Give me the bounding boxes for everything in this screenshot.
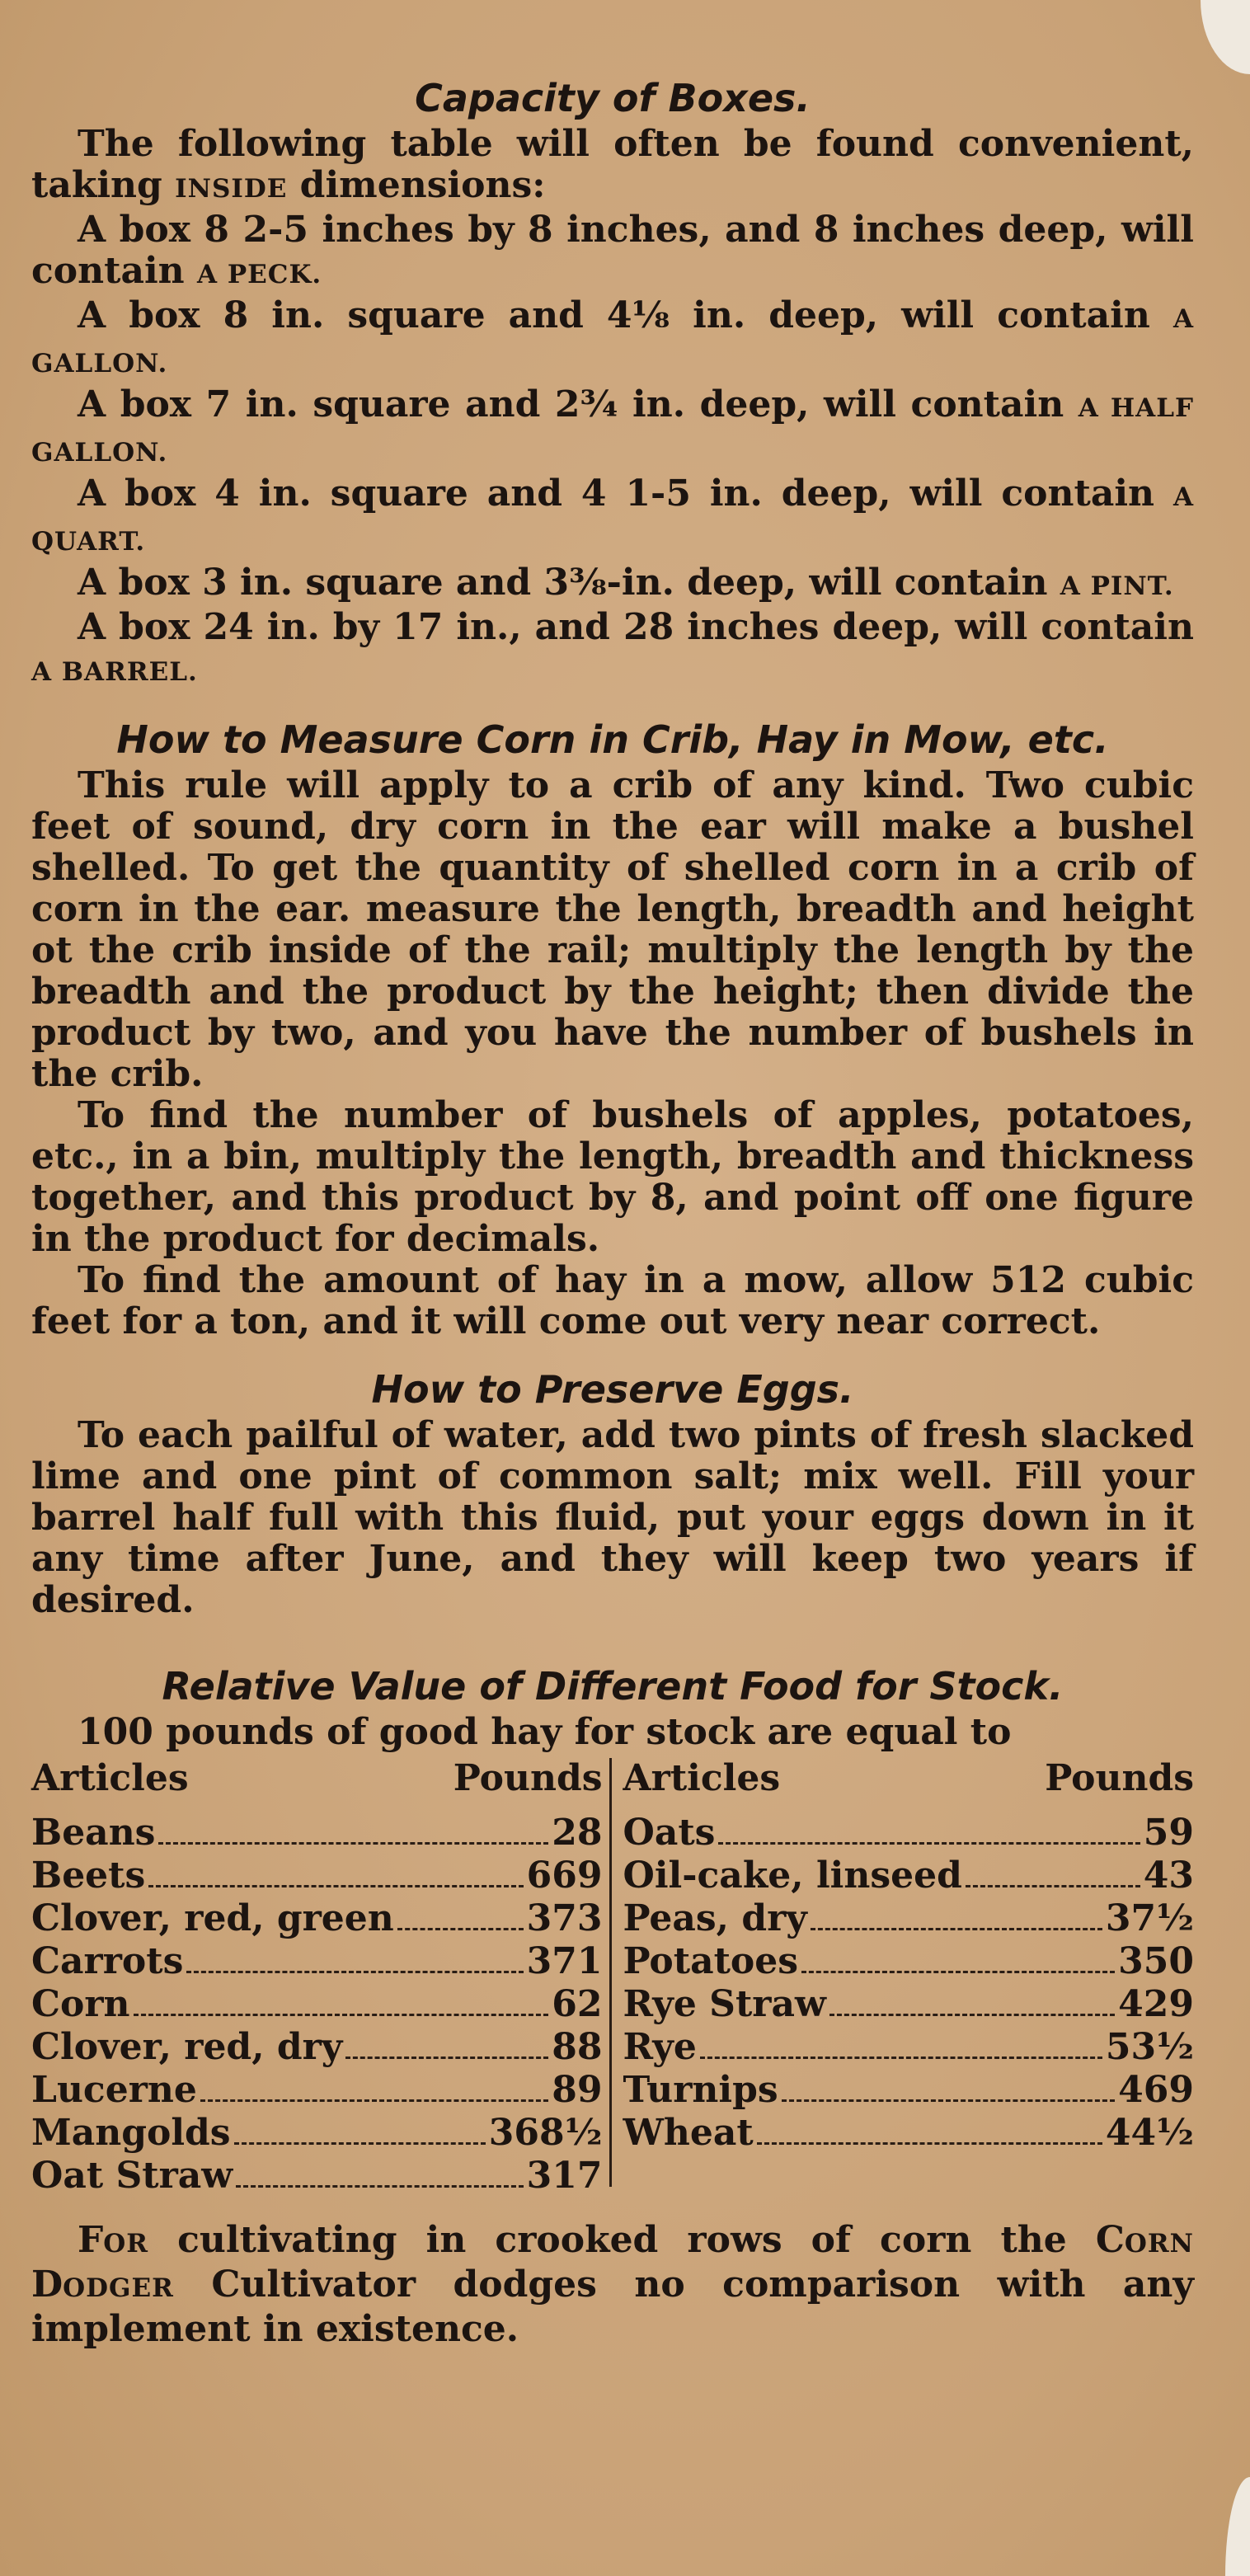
table-row: [623, 1801, 1195, 1854]
page-corner: [1201, 0, 1250, 74]
article-name: Clover, red, green: [31, 1897, 394, 1939]
header-articles: Articles: [623, 1757, 781, 1799]
leader-dots: [811, 1887, 1102, 1930]
article-name: Turnips: [623, 2069, 778, 2111]
article-name: Oil-cake, linseed: [623, 1854, 962, 1897]
pounds-value: 429: [1118, 1983, 1194, 2025]
article-name: Rye Straw: [623, 1983, 826, 2025]
pounds-value: 62: [552, 1983, 603, 2025]
header-articles: Articles: [31, 1757, 189, 1799]
pounds-value: 317: [526, 2155, 603, 2197]
measure-corn-paragraphs: [31, 765, 1194, 1342]
leader-dots: [801, 1930, 1115, 1973]
article-name: Peas, dry: [623, 1897, 807, 1939]
heading-food-for-stock: Relative Value of Different Food for Stock.: [162, 1664, 1064, 1709]
page-content: [31, 74, 1194, 2350]
leader-dots: [186, 1930, 523, 1973]
heading-capacity-of-boxes: Capacity of Boxes.: [415, 76, 811, 120]
table-header-left: [31, 1758, 603, 1801]
pounds-value: 53½: [1105, 2026, 1194, 2068]
leader-dots: [236, 2144, 523, 2188]
article-name: Mangolds: [31, 2112, 231, 2154]
intro-text: The following table will often be found convenient, taking: [31, 123, 1194, 206]
leader-dots: [345, 2015, 548, 2059]
measure-paragraph: This rule will apply to a crib of any kind. Two cubic feet of sound, dry corn in the ear will make a bushel shelled. To get the quantity of shelled corn in a crib of corn in the ear. measure the length, breadth and height ot the crib inside of the rail; multiply the length by the breadth and the product by the height; then divide the product by two, and you have the number of bushels in the crib.: [31, 764, 1194, 1095]
leader-dots: [134, 1972, 549, 2016]
capacity-intro: [31, 124, 1194, 209]
table-column-left: [31, 1757, 612, 2197]
table-row: [623, 2058, 1195, 2111]
article-name: Lucerne: [31, 2069, 197, 2111]
box-capacity-item: A box 7 in. square and 2¾ in. deep, will contain A HALF GALLON.: [31, 383, 1194, 468]
measure-paragraph: To find the number of bushels of apples, potatoes, etc., in a bin, multiply the length, breadth and thickness together, and this product by 8, and point off one figure in the product for decimals.: [31, 1094, 1194, 1260]
article-name: Rye: [623, 2026, 697, 2068]
article-name: Beans: [31, 1812, 156, 1854]
pounds-value: 368½: [488, 2112, 603, 2154]
box-capacity-item: A box 3 in. square and 3⅜-in. deep, will contain A PINT.: [78, 562, 1174, 604]
article-name: Beets: [31, 1854, 146, 1897]
header-pounds: Pounds: [1045, 1757, 1194, 1799]
intro-text-end: dimensions:: [287, 164, 546, 206]
pounds-value: 89: [552, 2069, 603, 2111]
pounds-value: 371: [526, 1940, 603, 1982]
box-capacity-item: A box 8 2-5 inches by 8 inches, and 8 inches deep, will contain A PECK.: [31, 209, 1194, 292]
capacity-unit: A GALLON.: [31, 304, 1194, 378]
preserve-eggs-paragraph: To each pailful of water, add two pints of fresh slacked lime and one pint of common salt; mix well. Fill your barrel half full with this fluid, put your eggs down in it any time after June, and they will keep two years if desired.: [31, 1414, 1194, 1621]
food-value-table: [31, 1757, 1194, 2197]
box-capacity-item: A box 4 in. square and 4 1-5 in. deep, will contain A QUART.: [31, 472, 1194, 557]
capacity-unit: A BARREL.: [31, 657, 198, 687]
pounds-value: 44½: [1105, 2112, 1194, 2154]
table-header-right: [623, 1758, 1195, 1801]
heading-measure-corn: How to Measure Corn in Crib, Hay in Mow, etc.: [116, 717, 1109, 762]
pounds-value: 88: [552, 2026, 603, 2068]
leader-dots: [158, 1801, 548, 1845]
article-name: Corn: [31, 1983, 130, 2025]
article-name: Wheat: [623, 2112, 754, 2154]
article-name: Carrots: [31, 1940, 184, 1982]
table-rows-left: [31, 1801, 603, 2197]
article-name: Oats: [623, 1812, 716, 1854]
measure-paragraph: To find the amount of hay in a mow, allow 512 cubic feet for a ton, and it will come out very near correct.: [31, 1259, 1194, 1342]
capacity-unit: A PINT.: [1060, 571, 1174, 601]
pounds-value: 43: [1143, 1854, 1194, 1897]
article-name: Potatoes: [623, 1940, 799, 1982]
pounds-value: 59: [1143, 1812, 1194, 1854]
leader-dots: [234, 2101, 486, 2145]
box-capacity-item: A box 24 in. by 17 in., and 28 inches deep, will contain A BARREL.: [31, 606, 1194, 687]
pounds-value: 28: [552, 1812, 603, 1854]
pounds-value: 469: [1118, 2069, 1194, 2111]
table-column-right: [612, 1758, 1195, 2187]
leader-dots: [397, 1887, 524, 1930]
pounds-value: 669: [526, 1854, 603, 1897]
capacity-unit: A PECK.: [197, 260, 322, 289]
leader-dots: [200, 2058, 548, 2102]
article-name: Clover, red, dry: [31, 2026, 343, 2068]
box-capacity-list: [31, 209, 1194, 693]
leader-dots: [782, 2058, 1116, 2102]
leader-dots: [718, 1801, 1140, 1845]
table-row: [31, 1801, 603, 1854]
heading-preserve-eggs: How to Preserve Eggs.: [371, 1367, 854, 1412]
box-capacity-item: A box 8 in. square and 4⅛ in. deep, will contain A GALLON.: [31, 294, 1194, 378]
table-rows-right: [623, 1801, 1195, 2154]
leader-dots: [757, 2101, 1102, 2145]
leader-dots: [148, 1844, 523, 1887]
pounds-value: 37½: [1105, 1897, 1194, 1939]
food-table-subtitle: 100 pounds of good hay for stock are equal to: [78, 1711, 1012, 1753]
intro-emphasis: INSIDE: [175, 174, 288, 204]
page-edge: [1225, 2477, 1250, 2576]
capacity-unit: A QUART.: [31, 482, 1194, 557]
table-row: [623, 2015, 1195, 2068]
leader-dots: [829, 1972, 1115, 2016]
article-name: Oat Straw: [31, 2155, 233, 2197]
footer-advertisement: FOR cultivating in crooked rows of corn the CORN DODGER Cultivator dodges no comparison with any implement in existence.: [31, 2219, 1194, 2350]
capacity-unit: A HALF GALLON.: [31, 393, 1194, 468]
pounds-value: 373: [526, 1897, 603, 1939]
leader-dots: [700, 2015, 1102, 2059]
header-pounds: Pounds: [453, 1757, 603, 1799]
leader-dots: [966, 1844, 1140, 1887]
pounds-value: 350: [1118, 1940, 1194, 1982]
